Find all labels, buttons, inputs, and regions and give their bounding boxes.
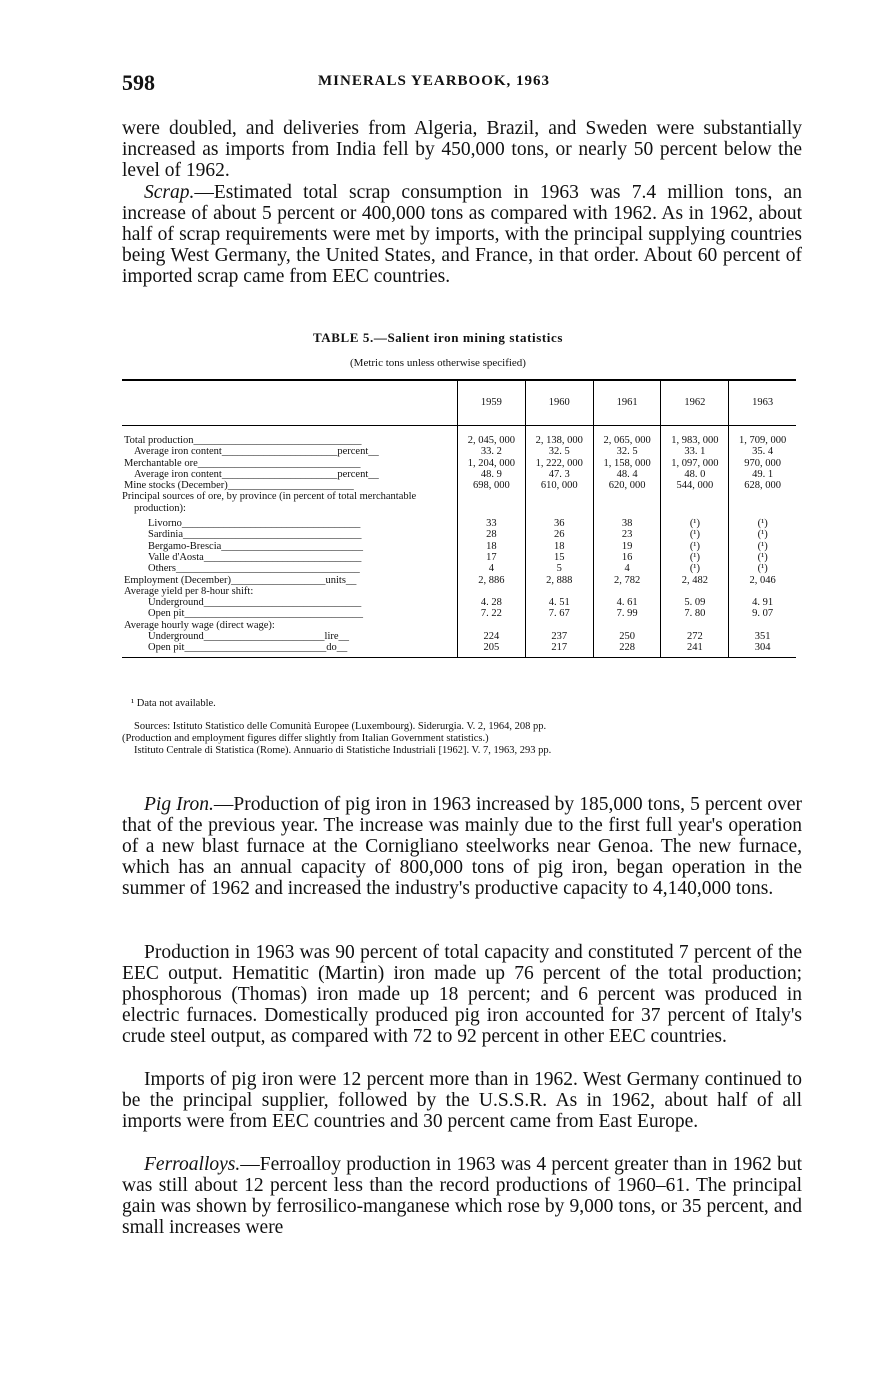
table-row [122, 480, 796, 491]
table-row [122, 469, 796, 480]
table-row [122, 631, 796, 642]
row-label: Open pit__________________________________ [148, 608, 363, 620]
table-cell [729, 491, 796, 514]
table-cell: 1, 983, 000 [661, 426, 729, 447]
table-row [122, 446, 796, 457]
table-cell: 7. 67 [525, 608, 593, 619]
table-cell: 16 [593, 552, 661, 563]
table-cell: (¹) [729, 541, 796, 552]
table-cell: 33. 2 [458, 446, 526, 457]
table-cell: 351 [729, 631, 796, 642]
table-cell: 18 [525, 541, 593, 552]
scrap-heading: Scrap. [144, 182, 195, 203]
table-cell [593, 620, 661, 631]
table-cell: 544, 000 [661, 480, 729, 491]
table-row [122, 597, 796, 608]
row-label: Underground______________________________ [148, 597, 362, 609]
table-cell: 4. 51 [525, 597, 593, 608]
table-cell [593, 491, 661, 514]
table-sources [122, 721, 798, 757]
source-line: (Production and employment figures differ slightly from Italian Government statistics.) [122, 733, 489, 744]
pig-iron-paragraph [122, 794, 802, 899]
row-label: Merchantable ore_______________________________ [124, 457, 361, 469]
table-cell: (¹) [661, 529, 729, 540]
table-cell: 7. 22 [458, 608, 526, 619]
table-row [122, 586, 796, 597]
table-cell [661, 491, 729, 514]
table-cell: 1, 204, 000 [458, 458, 526, 469]
table-cell: 48. 9 [458, 469, 526, 480]
row-label: Total production________________________________ [124, 435, 362, 446]
row-label: Underground_______________________lire__ [148, 631, 350, 643]
table-cell [458, 491, 526, 514]
table-cell: 1, 709, 000 [729, 426, 796, 447]
table-cell: 26 [525, 529, 593, 540]
table-cell: (¹) [661, 552, 729, 563]
ferroalloys-heading: Ferroalloys. [144, 1154, 241, 1175]
table-cell: 2, 482 [661, 575, 729, 586]
table-row [122, 491, 796, 514]
pig-iron-paragraph-3: Imports of pig iron were 12 percent more than in 1962. West Germany continued to be the principal supplier, followed by the U.S.S.R. As in 1962, about half of all imports were from EEC countries and 30 percent came from East Europe. [122, 1069, 802, 1132]
table-row [122, 552, 796, 563]
table-cell: 250 [593, 631, 661, 642]
table-cell: 1, 222, 000 [525, 458, 593, 469]
table-footnote: ¹ Data not available. [131, 698, 216, 709]
table-row [122, 458, 796, 469]
table-cell [525, 586, 593, 597]
table-cell: (¹) [661, 541, 729, 552]
table-subtitle: (Metric tons unless otherwise specified) [350, 357, 526, 369]
table-header-row [122, 380, 796, 426]
source-line: Sources: Istituto Statistico delle Comunità Europee (Luxembourg). Siderurgia. V. 2, 1964, 208 pp. [134, 721, 547, 732]
intro-paragraph: were doubled, and deliveries from Algeria, Brazil, and Sweden were substantially increased as imports from India fell by 450,000 tons, or nearly 50 percent below the level of 1962. [122, 118, 802, 181]
table-cell: 205 [458, 642, 526, 657]
table-cell: 33. 1 [661, 446, 729, 457]
table-cell: 2, 045, 000 [458, 426, 526, 447]
salient-iron-mining-table [122, 379, 796, 658]
row-label: Bergamo-Brescia___________________________ [148, 540, 364, 552]
table-cell: 36 [525, 514, 593, 529]
table-cell: 5. 09 [661, 597, 729, 608]
table-title: TABLE 5.—Salient iron mining statistics [312, 330, 564, 345]
table-cell: 32. 5 [525, 446, 593, 457]
table-cell: 224 [458, 631, 526, 642]
table-cell [458, 620, 526, 631]
table-cell: 4 [593, 563, 661, 574]
ferroalloys-paragraph [122, 1154, 802, 1238]
table-cell: 4. 61 [593, 597, 661, 608]
page-number: 598 [122, 70, 155, 95]
table-cell: 1, 097, 000 [661, 458, 729, 469]
table-row [122, 529, 796, 540]
row-label: Others___________________________________ [148, 563, 360, 575]
table-cell: 2, 138, 000 [525, 426, 593, 447]
table-cell: 4. 28 [458, 597, 526, 608]
table-cell [729, 620, 796, 631]
table-cell: 15 [525, 552, 593, 563]
row-label: Sardinia__________________________________ [148, 529, 362, 541]
table-row [122, 514, 796, 529]
row-label: Average iron content______________________percent__ [134, 446, 379, 458]
table-cell: (¹) [729, 514, 796, 529]
ferroalloys-text: —Ferroalloy production in 1963 was 4 percent greater than in 1962 but was still about 12 percent less than the record productions of 1960–61. The principal gain was shown by ferrosilico-manganese which rose by 9,000 tons, or 35 percent, and small increases were [122, 1154, 802, 1238]
table-row [122, 575, 796, 586]
table-cell: (¹) [729, 552, 796, 563]
table-row [122, 642, 796, 657]
column-header: 1962 [661, 380, 729, 426]
pig-iron-heading: Pig Iron. [144, 794, 214, 815]
column-header: 1959 [458, 380, 526, 426]
scrap-text: —Estimated total scrap consumption in 1963 was 7.4 million tons, an increase of about 5 percent or 400,000 tons as compared with 1962. As in 1962, about half of scrap requirements were met by imports, with the principal supplying countries being West Germany, the United States, and France, in that order. About 60 percent of imported scrap came from EEC countries. [122, 182, 802, 287]
table-cell: 610, 000 [525, 480, 593, 491]
pig-iron-text: —Production of pig iron in 1963 increased by 185,000 tons, 5 percent over that of the previous year. The increase was mainly due to the first full year's operation of a new blast furnace at the Cornigliano steelworks near Genoa. The new furnace, which has an annual capacity of 800,000 tons of pig iron, began operation in the summer of 1962 and increased the industry's productive capacity to 4,140,000 tons. [122, 794, 802, 899]
table-cell [525, 620, 593, 631]
row-label: Employment (December)__________________units__ [124, 574, 357, 586]
table-row [122, 608, 796, 619]
table-cell: (¹) [729, 529, 796, 540]
table-cell: 217 [525, 642, 593, 657]
row-label: Valle d'Aosta______________________________ [148, 551, 362, 563]
table-cell [525, 491, 593, 514]
row-label: Principal sources of ore, by province (in percent of total merchantable production): [122, 491, 417, 514]
table-cell: 33 [458, 514, 526, 529]
table-cell: 241 [661, 642, 729, 657]
source-line: Istituto Centrale di Statistica (Rome). Annuario di Statistiche Industriali [1962]. V. 7, 1963, 293 pp. [134, 745, 552, 756]
column-header: 1960 [525, 380, 593, 426]
row-label: Livorno__________________________________ [148, 518, 361, 530]
table-cell: 698, 000 [458, 480, 526, 491]
row-label: Average hourly wage (direct wage): [124, 619, 275, 631]
table-cell: (¹) [729, 563, 796, 574]
table-cell: 970, 000 [729, 458, 796, 469]
row-label: Open pit___________________________do__ [122, 642, 458, 657]
table-cell: 23 [593, 529, 661, 540]
table-cell: 228 [593, 642, 661, 657]
table-cell [661, 620, 729, 631]
table-cell [729, 586, 796, 597]
table-cell: 7. 99 [593, 608, 661, 619]
running-title: MINERALS YEARBOOK, 1963 [318, 73, 551, 89]
table-cell: 48. 4 [593, 469, 661, 480]
table-cell: 48. 0 [661, 469, 729, 480]
row-label: Average iron content______________________percent__ [134, 468, 379, 480]
table-cell: (¹) [661, 514, 729, 529]
table-cell: 4 [458, 563, 526, 574]
table-cell: 2, 065, 000 [593, 426, 661, 447]
table-row [122, 563, 796, 574]
stub-header [122, 380, 458, 426]
table-row [122, 426, 796, 447]
table-row [122, 620, 796, 631]
table-cell: 4. 91 [729, 597, 796, 608]
table-row [122, 541, 796, 552]
table-cell: (¹) [661, 563, 729, 574]
table-cell: 7. 80 [661, 608, 729, 619]
table-cell: 5 [525, 563, 593, 574]
table-cell: 38 [593, 514, 661, 529]
table-cell: 2, 782 [593, 575, 661, 586]
table-cell: 628, 000 [729, 480, 796, 491]
table-cell: 17 [458, 552, 526, 563]
row-label: Mine stocks (December)________________________ [124, 480, 354, 492]
table-cell: 19 [593, 541, 661, 552]
table-cell: 9. 07 [729, 608, 796, 619]
column-header: 1961 [593, 380, 661, 426]
table-cell: 2, 046 [729, 575, 796, 586]
row-label: Average yield per 8-hour shift: [124, 585, 254, 597]
pig-iron-paragraph-2: Production in 1963 was 90 percent of total capacity and constituted 7 percent of the EEC output. Hematitic (Martin) iron made up 76 percent of the total production; phosphorous (Thomas) iron made up 18 percent; and 6 percent was produced in electric furnaces. Domestically produced pig iron accounted for 37 percent of Italy's crude steel output, as compared with 72 to 92 percent in other EEC countries. [122, 942, 802, 1047]
table-cell: 28 [458, 529, 526, 540]
table-cell: 35. 4 [729, 446, 796, 457]
table-cell [458, 586, 526, 597]
column-header: 1963 [729, 380, 796, 426]
table-cell: 304 [729, 642, 796, 657]
table-cell: 47. 3 [525, 469, 593, 480]
table-cell: 237 [525, 631, 593, 642]
table-cell: 32. 5 [593, 446, 661, 457]
table-cell [593, 586, 661, 597]
table-cell: 18 [458, 541, 526, 552]
table-cell: 2, 886 [458, 575, 526, 586]
table-cell: 2, 888 [525, 575, 593, 586]
table-cell: 620, 000 [593, 480, 661, 491]
scrap-paragraph [122, 182, 802, 287]
table-cell: 1, 158, 000 [593, 458, 661, 469]
table-cell: 49. 1 [729, 469, 796, 480]
table-cell: 272 [661, 631, 729, 642]
table-cell [661, 586, 729, 597]
